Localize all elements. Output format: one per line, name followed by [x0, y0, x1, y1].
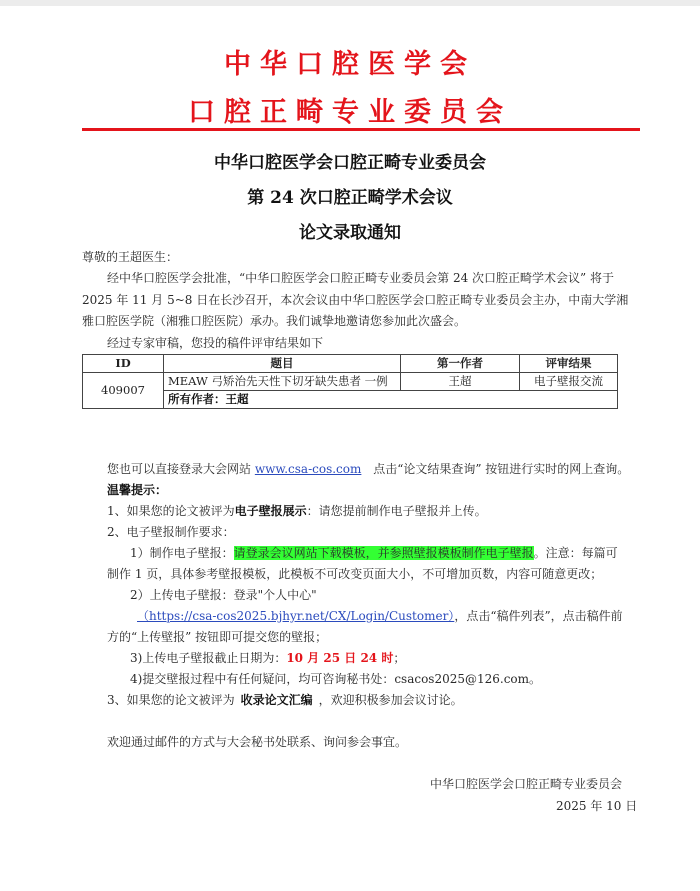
step3 [130, 651, 405, 665]
result-table [82, 354, 618, 409]
title-line1: 中华口腔医学会口腔正畸专业委员会 [214, 153, 486, 173]
title-line3: 论文录取通知 [299, 223, 401, 243]
cell-first-author: 王超 [401, 373, 520, 391]
tip3-prefix: 3、如果您的论文被评为 [107, 693, 235, 707]
signature-org: 中华口腔医学会口腔正畸专业委员会 [430, 777, 623, 791]
closing-line: 欢迎通过邮件的方式与大会秘书处联系、询问参会事宜。 [107, 735, 408, 749]
signature-date: 2025 年 10 日 [556, 799, 638, 813]
step2: 2）上传电子壁报：登录"个人中心" [130, 588, 317, 602]
intro-line1: 经中华口腔医学会批准，“中华口腔医学会口腔正畸专业委员会第 24 次口腔正畸学术会议” 将于 [107, 271, 614, 285]
website-link[interactable]: www.csa-cos.com [254, 462, 362, 476]
salutation: 尊敬的王超医生： [82, 250, 179, 264]
org-name-line2: 口腔正畸专业委员会 [188, 97, 512, 128]
step1-prefix: 1）制作电子壁报： [130, 546, 234, 560]
cell-all-authors: 所有作者：王超 [164, 391, 618, 409]
step2-suffix: ，点击“稿件列表”，点击稿件前 [454, 609, 623, 623]
org-name-line1: 中华口腔医学会 [224, 49, 476, 80]
step1-highlight: 请登录会议网站下载模板，并参照壁报模板制作电子壁报 [233, 546, 534, 560]
header-id: ID [83, 355, 164, 373]
step1-suffix: 。注意：每篇可 [533, 546, 618, 560]
tip1-prefix: 1、如果您的论文被评为 [107, 504, 235, 518]
tip1 [107, 504, 487, 518]
tip3 [107, 693, 463, 707]
header-first-author: 第一作者 [401, 355, 520, 373]
review-line: 经过专家审稿，您投的稿件评审结果如下 [107, 336, 324, 350]
header-divider [82, 128, 640, 131]
step3-prefix: 3)上传电子壁报截止日期为： [130, 651, 287, 665]
step2-continuation: 方的“上传壁报” 按钮即可提交您的壁报； [107, 630, 328, 644]
title-line2: 第 24 次口腔正畸学术会议 [247, 188, 453, 208]
query-line [107, 462, 629, 476]
header-result: 评审结果 [520, 355, 618, 373]
header-title: 题目 [164, 355, 401, 373]
cell-title: MEAW 弓矫治先天性下切牙缺失患者 一例 [164, 373, 401, 391]
tips-title: 温馨提示： [107, 483, 168, 497]
document-page [0, 6, 700, 891]
table-row-authors [83, 391, 618, 409]
tip3-suffix: ，欢迎积极参加会议讨论。 [318, 693, 463, 707]
step1-continuation: 制作 1 页，具体参考壁报模板，此模板不可改变页面大小，不可增加页数，内容可随意更改； [107, 567, 603, 581]
intro-line3: 雅口腔医学院（湘雅口腔医院）承办。我们诚挚地邀请您参加此次盛会。 [82, 314, 467, 328]
tip2: 2、电子壁报制作要求： [107, 525, 235, 539]
step1 [130, 546, 618, 560]
deadline-date: 10 月 25 日 24 时 [286, 651, 394, 665]
table-header-row [83, 355, 618, 373]
query-suffix: 点击“论文结果查询” 按钮进行实时的网上查询。 [373, 462, 630, 476]
tip3-bold: 收录论文汇编 [240, 693, 313, 707]
step3-suffix: ； [393, 651, 406, 665]
intro-line2: 2025 年 11 月 5~8 日在长沙召开，本次会议由中华口腔医学会口腔正畸专业委员会主办，中南大学湘 [82, 293, 629, 307]
cell-id: 409007 [83, 373, 164, 409]
step2-link-line [137, 609, 623, 623]
table-row [83, 373, 618, 391]
step4: 4)提交壁报过程中有任何疑问，均可咨询秘书处：csacos2025@126.com。 [130, 672, 542, 686]
tip1-suffix: ：请您提前制作电子壁报并上传。 [306, 504, 487, 518]
cell-result: 电子壁报交流 [520, 373, 618, 391]
login-link[interactable]: （https://csa-cos2025.bjhyr.net/CX/Login/Customer） [137, 609, 455, 623]
tip1-bold: 电子壁报展示 [234, 504, 307, 518]
query-prefix: 您也可以直接登录大会网站 [107, 462, 252, 476]
